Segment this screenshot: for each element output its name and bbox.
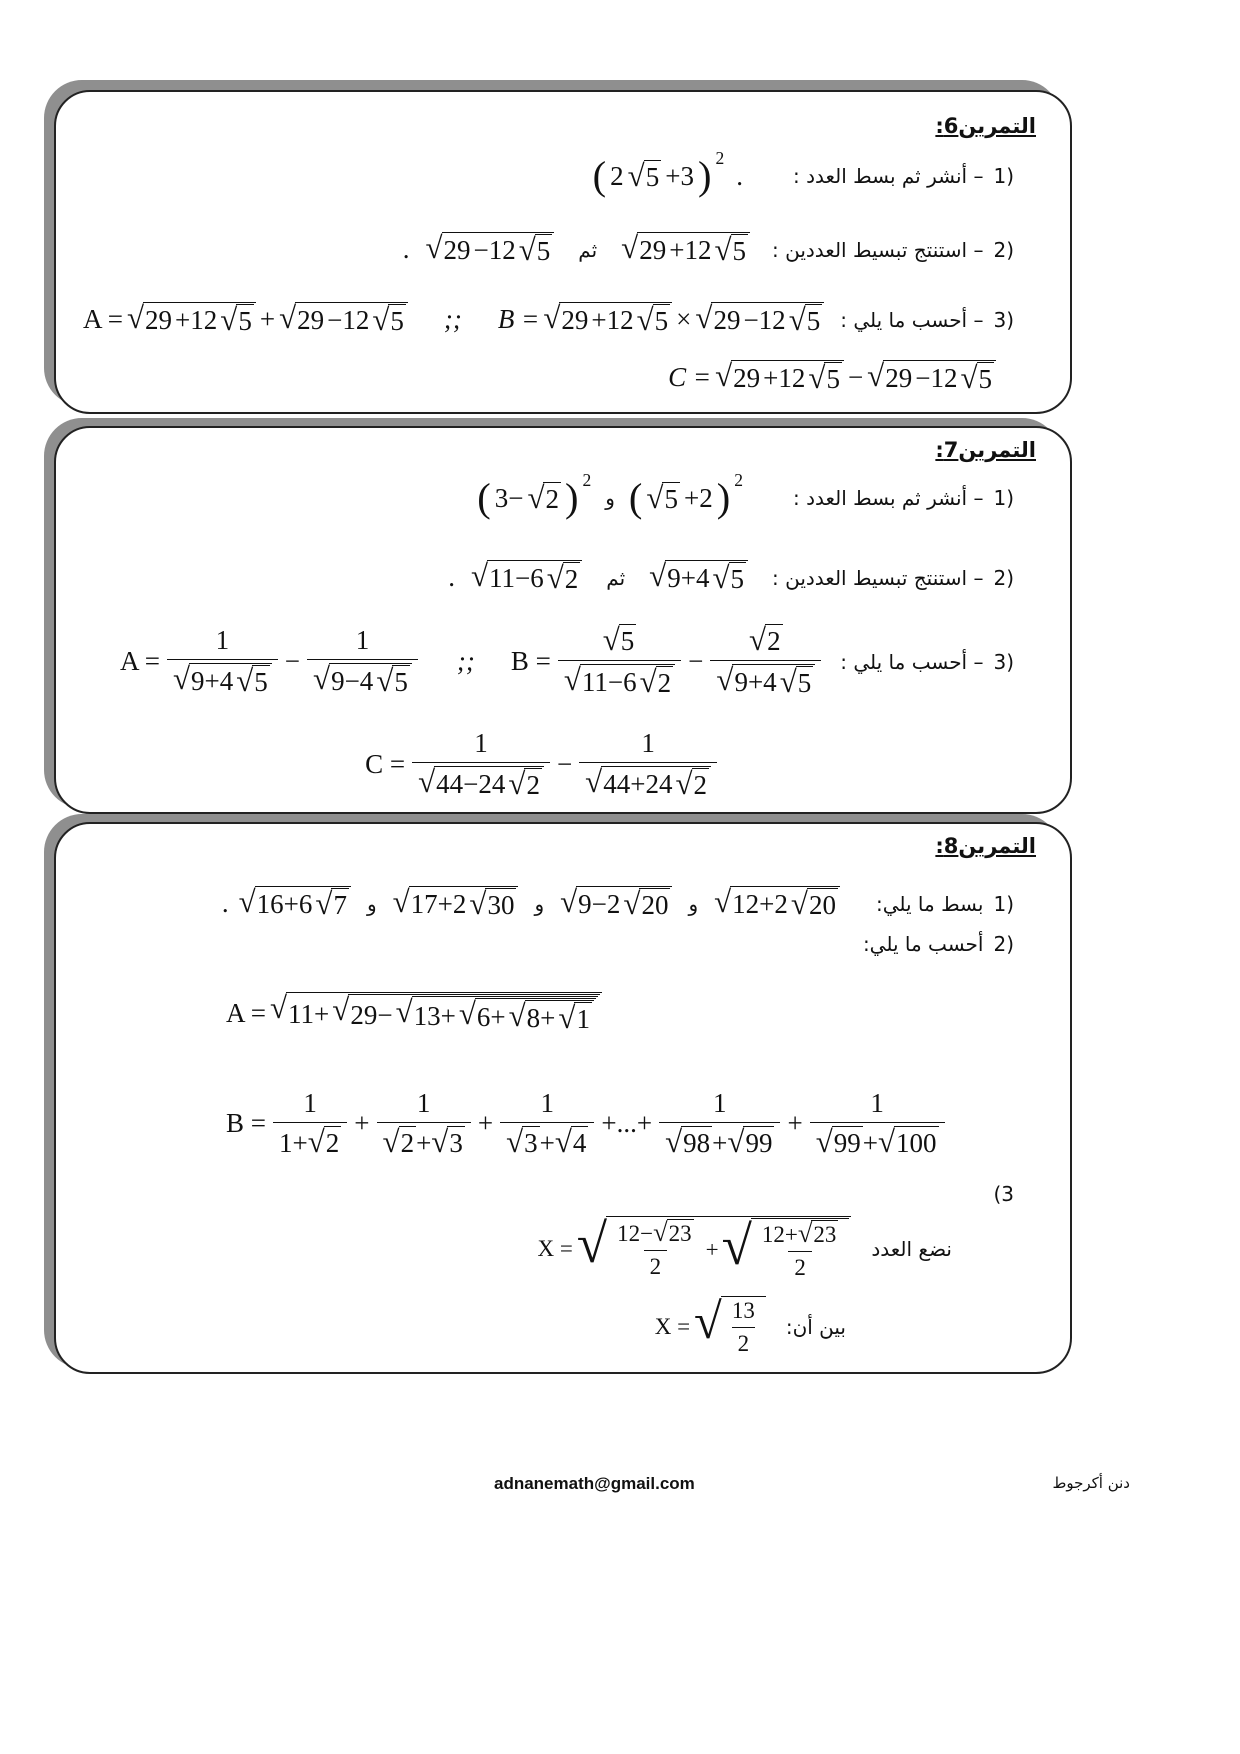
ex8-q3-put-text: نضع العدد bbox=[871, 1236, 952, 1261]
ex8-q1-num: 1) bbox=[993, 891, 1014, 916]
term: +3 bbox=[665, 160, 694, 191]
ex6-q2-and: ثم bbox=[578, 237, 598, 262]
paren-close: ) bbox=[697, 153, 712, 198]
ex7-q2-r2: √ 11−6 √ 2 bbox=[471, 560, 582, 595]
coef: 2 bbox=[610, 160, 624, 191]
ex6-q3 bbox=[83, 302, 1014, 337]
period: . bbox=[221, 888, 229, 918]
ex8-X-result: X = √ $\frac{13}{2}$ bbox=[655, 1296, 766, 1357]
ex8-A-expr: A = √ 11+ √ 29− √ 13+ √ 6+ √ 8+ √ 1 bbox=[226, 992, 602, 1035]
ex7-q1-num: 1) bbox=[993, 486, 1014, 511]
ex8-box bbox=[54, 822, 1072, 1374]
ex7-q1-text: – أنشر ثم بسط العدد : bbox=[792, 486, 984, 511]
period: . bbox=[736, 160, 743, 191]
ex6-q1-num: 1) bbox=[993, 164, 1014, 189]
sqrt-5: √ 5 bbox=[627, 157, 660, 193]
and: و bbox=[366, 891, 377, 916]
ex6-q2-text: – استنتج تبسيط العددين : bbox=[772, 237, 984, 262]
ex8-r2: √ 9−2 √ 20 bbox=[560, 886, 672, 921]
ex6-q1-text: – أنشر ثم بسط العدد : bbox=[792, 164, 984, 189]
footer-email: adnanemath@gmail.com bbox=[494, 1474, 695, 1493]
ex8-r3: √ 17+2 √ 30 bbox=[393, 886, 519, 921]
ex6-B-expr: B = √ 29 +12 √ 5 × √ 29 −12 √ 5 bbox=[498, 302, 824, 337]
ex7-q2-text: – استنتج تبسيط العددين : bbox=[772, 565, 984, 590]
ex7-q3-num: 3) bbox=[993, 649, 1014, 674]
ex8-r4: √ 16+6 √ 7 bbox=[239, 886, 351, 921]
ex7-q3-text: – أحسب ما يلي : bbox=[840, 649, 984, 674]
ex7-q1-p2: ( 3− √ 2 ) $^2$ bbox=[477, 469, 592, 520]
footer-author: دنن أكرجوط bbox=[1052, 1474, 1130, 1492]
ex6-q1 bbox=[592, 147, 1014, 198]
and: و bbox=[534, 891, 545, 916]
and: و bbox=[688, 891, 699, 916]
exponent: 2 bbox=[715, 147, 725, 168]
ex8-q3-put bbox=[537, 1213, 952, 1281]
period: . bbox=[448, 562, 455, 592]
ex8-q1-text: بسط ما يلي: bbox=[875, 891, 984, 916]
ex7-q1-and: و bbox=[605, 486, 615, 511]
ex7-A-expr: A = 1 √ 9+4 √ 5 − 1 √ 9−4 √ 5 bbox=[120, 625, 421, 698]
ex7-q2-r1: √ 9+4 √ 5 bbox=[649, 560, 748, 595]
ex8-title: التمرين8: bbox=[935, 834, 1036, 858]
ex8-q2-text: أحسب ما يلي: bbox=[862, 932, 984, 956]
ex7-q3 bbox=[120, 624, 1014, 699]
ex8-q2 bbox=[863, 932, 1014, 956]
ex7-C-expr: C = 1 √ 44−24 √ 2 − 1 √ 44+24 √ 2 bbox=[365, 728, 720, 801]
ex7-box bbox=[54, 426, 1072, 814]
ex7-q2 bbox=[448, 560, 1014, 595]
period: . bbox=[402, 234, 410, 264]
ex8-B-expr: B = 1 1+ √ 2 + 1 √ 2 + √ 3 + 1 √ 3 + √ 4 +...+ 1 √ 98 + √ 99 + 1 √ 99 + √ 100 bbox=[226, 1088, 948, 1159]
ex6-q2-r1: √ 29 +12 √ 5 bbox=[621, 232, 750, 267]
ex8-q1 bbox=[222, 886, 1014, 921]
ex8-r1: √ 12+2 √ 20 bbox=[714, 886, 840, 921]
ex7-q2-num: 2) bbox=[993, 565, 1014, 590]
ex6-q2-num: 2) bbox=[993, 237, 1014, 262]
ex8-q2-num: 2) bbox=[993, 932, 1014, 956]
ex6-q2 bbox=[403, 232, 1014, 267]
ex6-q2-r2: √ 29 −12 √ 5 bbox=[425, 232, 554, 267]
ex8-X-expr: X = √ 12− √ 23 2 + √ 12+ √ 23 2 bbox=[537, 1216, 851, 1281]
ex7-title: التمرين7: bbox=[935, 438, 1036, 462]
ex6-q1-expr bbox=[592, 147, 743, 198]
ex6-C bbox=[668, 360, 996, 395]
separator: ;; bbox=[456, 646, 475, 676]
separator: ;; bbox=[443, 304, 462, 334]
ex6-q3-text: – أحسب ما يلي : bbox=[840, 307, 984, 332]
ex6-box bbox=[54, 90, 1072, 414]
ex6-C-expr: C = √ 29 +12 √ 5 − √ 29 −12 √ 5 bbox=[668, 360, 996, 395]
ex8-q3-show bbox=[654, 1293, 846, 1357]
ex6-q3-num: 3) bbox=[993, 307, 1014, 332]
paren-open: ( bbox=[592, 153, 607, 198]
ex7-q1 bbox=[477, 469, 1014, 520]
ex7-B-expr: B = √ 5 √ 11−6 √ 2 − √ 2 √ 9+4 √ 5 bbox=[511, 624, 824, 699]
ex7-C bbox=[365, 728, 720, 801]
ex8-q3-show-text: بين أن: bbox=[785, 1314, 846, 1339]
ex6-title: التمرين6: bbox=[935, 114, 1036, 138]
ex8-q3-num: (3 bbox=[993, 1182, 1014, 1206]
ex7-q1-p1: ( √ 5 +2 ) $^2$ bbox=[628, 469, 743, 520]
ex6-A-expr: A = √ 29 +12 √ 5 + √ 29 −12 √ 5 bbox=[83, 302, 408, 337]
ex7-q2-and: ثم bbox=[606, 565, 626, 590]
